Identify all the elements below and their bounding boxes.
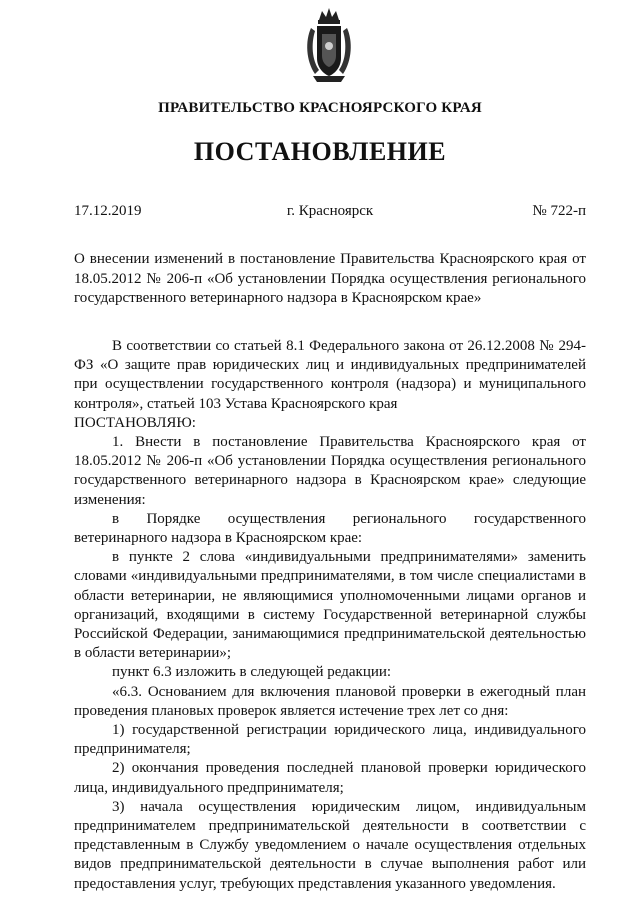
coat-of-arms-icon: [303, 6, 355, 86]
document-type-title: ПОСТАНОВЛЕНИЕ: [193, 137, 447, 166]
document-city: г. Красноярск: [286, 203, 374, 219]
document-date: 17.12.2019: [74, 203, 142, 219]
paragraph-procedure: в Порядке осуществления регионального государственного ветеринарного надзора в Красноярском крае:: [74, 510, 586, 547]
document-meta-line: [74, 203, 586, 220]
list-item-3: 3) начала осуществления юридическим лицом, индивидуальным предпринимателем предпринимательской деятельности в соответствии с представленным в Службу уведомлением о начале осуществления отдельных видов предпринимательской деятельности в случае выполнения работ или предоставления услуг, требующих представления указанного уведомления.: [74, 798, 586, 892]
document-subject: О внесении изменений в постановление Правительства Красноярского края от 18.05.2012 № 206-п «Об установлении Порядка осуществления регионального государственного ветеринарного надзора в Красноярском крае»: [74, 251, 586, 306]
government-name: ПРАВИТЕЛЬСТВО КРАСНОЯРСКОГО КРАЯ: [158, 100, 482, 116]
document-number: № 722-п: [532, 203, 586, 219]
paragraph-6-3-text: «6.3. Основанием для включения плановой проверки в ежегодный план проведения плановых проверок является истечение трех лет со дня:: [74, 683, 586, 719]
paragraph-point-2: в пункте 2 слова «индивидуальными предпринимателями» заменить словами «индивидуальными предпринимателями, в том числе специалистами в области ветеринарии, не являющимися уполномоченными лицами органов и организаций, входящими в систему Государственной ветеринарной службы Российской Федерации, занимающимися предпринимательской деятельностью в области ветеринарии»;: [74, 549, 586, 662]
paragraph-preamble: В соответствии со статьей 8.1 Федерального закона от 26.12.2008 № 294-ФЗ «О защите прав юридических лиц и индивидуальных предпринимателей при осуществлении государственного контроля (надзора) и муниципального контроля», статьей 103 Устава Красноярского края: [74, 338, 586, 412]
paragraph-item-1: 1. Внести в постановление Правительства Красноярского края от 18.05.2012 № 206-п «Об установлении Порядка осуществления регионального государственного ветеринарного надзора в Красноярском крае» следующие изменения:: [74, 434, 586, 508]
document-body: [74, 337, 586, 894]
list-item-2: 2) окончания проведения последней плановой проверки юридического лица, индивидуального предпринимателя;: [74, 760, 586, 796]
list-item-1: 1) государственной регистрации юридического лица, индивидуального предпринимателя;: [74, 722, 586, 758]
paragraph-point-6-3: пункт 6.3 изложить в следующей редакции:: [112, 664, 392, 681]
paragraph-resolve: ПОСТАНОВЛЯЮ:: [74, 414, 196, 431]
